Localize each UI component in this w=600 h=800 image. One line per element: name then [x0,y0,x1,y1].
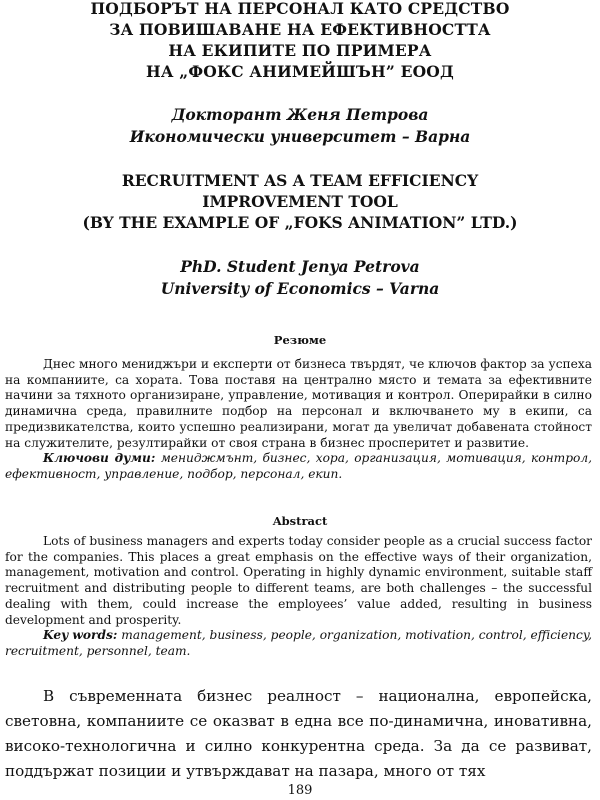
title-en-line: IMPROVEMENT TOOL [202,192,398,211]
summary-bg [5,357,592,483]
keywords-en-label: Key words: [43,628,118,643]
title-bg-line: ЗА ПОВИШАВАНЕ НА ЕФЕКТИВНОСТТА [109,20,491,39]
title-en-line: RECRUITMENT AS A TEAM EFFICIENCY [121,171,479,190]
title-en-line: (BY THE EXAMPLE OF „FOKS ANIMATION” LTD.) [82,213,518,232]
abstract-en-text: Lots of business managers and experts today consider people as a crucial success factor for the companies. This places a great emphasis on the effective ways of their organization, management, motivation and control. Operating in highly dynamic environment, suitable staff recruitment and distributing people to different teams, are both challenges – the successful dealing with them, could increase the employees’ value added, resulting in business development and prosperity. [5,534,592,627]
title-bg-line: НА „ФОКС АНИМЕЙШЪН” ЕООД [146,62,454,81]
summary-bg-keywords [5,451,592,482]
keywords-bg-label: Ключови думи: [43,451,156,466]
page-number: 189 [287,783,313,798]
author-affiliation-en: University of Economics – Varna [160,279,440,298]
body-text [5,684,592,784]
summary-bg-text: Днес много мениджъри и експерти от бизнеса твърдят, че ключов фактор за успеха на компаниите, са хората. Това поставя на централно място и темата за ефективните начини за тяхното организиране, управление, мотивация и контрол. Оперирайки в силно динамична среда, правилните подбор на персонал и включването му в екипи, са предизвикателства, които успешно реализирани, могат да увеличат добавената стойност на служителите, резултирайки от своя страна в бизнес просперитет и развитие. [5,357,592,450]
abstract-en-keywords [5,628,592,659]
author-block-bulgarian [40,104,560,148]
abstract-en [5,534,592,660]
author-name-bg: Докторант Женя Петрова [171,105,429,124]
body-paragraph: В съвременната бизнес реалност – национална, европейска, световна, компаниите се оказват в една все по-динамична, иновативна, високо-технологична и силно конкурентна среда. За да се развиват, поддържат позиции и утвърждават на пазара, много от тях [5,687,592,780]
title-english [30,170,570,233]
author-affiliation-bg: Икономически университет – Варна [129,127,471,146]
keywords-en-list: management, business, people, organization, motivation, control, efficiency, recruitment, personnel, team. [5,628,592,658]
title-bulgarian [40,0,560,82]
title-bg-line: НА ЕКИПИТЕ ПО ПРИМЕРА [168,41,432,60]
author-block-english [40,256,560,300]
title-bg-line: ПОДБОРЪТ НА ПЕРСОНАЛ КАТО СРЕДСТВО [90,0,510,18]
author-name-en: PhD. Student Jenya Petrova [180,257,420,276]
summary-bg-heading: Резюме [273,333,327,347]
keywords-bg-list: мениджмънт, бизнес, хора, организация, мотивация, контрол, ефективност, управление, подбор, персонал, екип. [5,451,592,481]
abstract-en-heading: Abstract [272,514,328,528]
